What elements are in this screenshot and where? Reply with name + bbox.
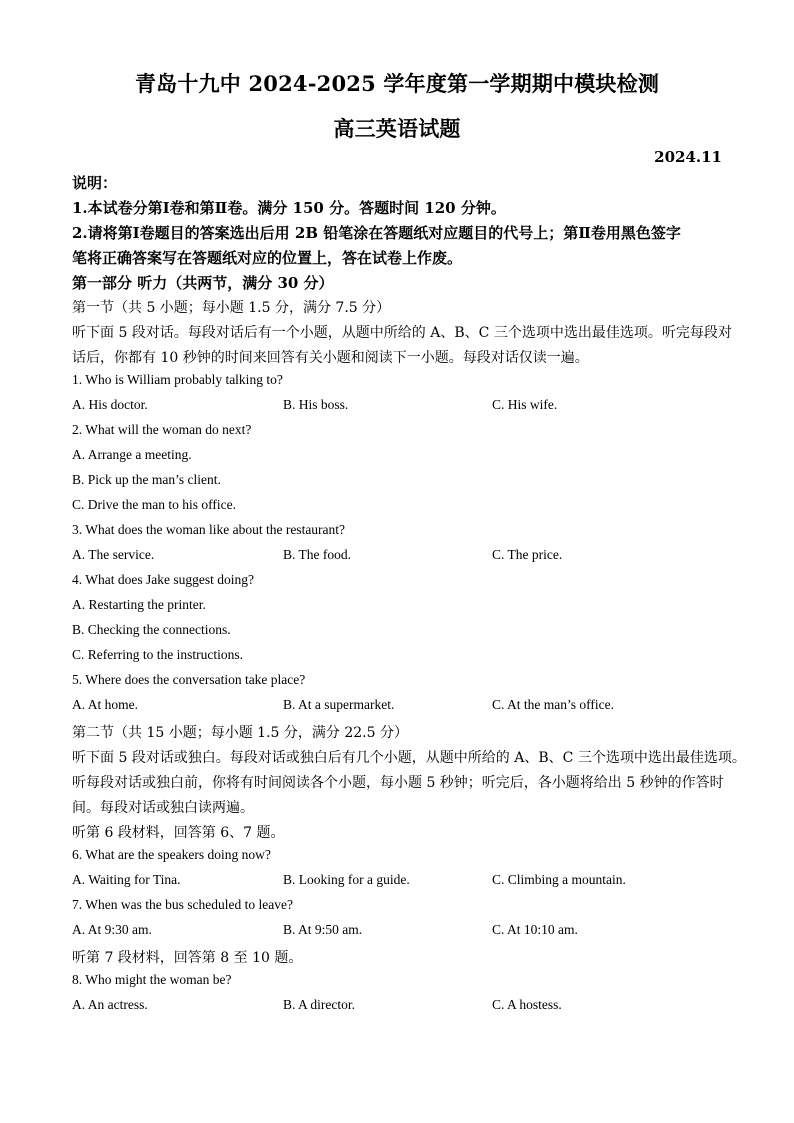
material-6-note: 听第 6 段材料，回答第 6、7 题。 (72, 825, 285, 841)
q3-option-c: C. The price. (492, 547, 563, 562)
section2-heading: 第二节（共 15 小题；每小题 1.5 分，满分 22.5 分） (72, 725, 408, 741)
q7-option-c: C. At 10:10 am. (492, 922, 578, 937)
q1-option-a: A. His doctor. (72, 397, 148, 412)
q6-option-c: C. Climbing a mountain. (492, 872, 626, 887)
q3-option-a: A. The service. (72, 547, 155, 562)
q4-option-b: B. Checking the connections. (72, 622, 231, 637)
question-8: 8. Who might the woman be? (72, 972, 232, 987)
q5-option-a: A. At home. (72, 697, 138, 712)
exam-subtitle: 高三英语试题 (333, 116, 461, 141)
question-4: 4. What does Jake suggest doing? (72, 572, 254, 587)
q5-option-c: C. At the man’s office. (492, 697, 614, 712)
question-7: 7. When was the bus scheduled to leave? (72, 897, 293, 912)
q2-option-c: C. Drive the man to his office. (72, 497, 236, 512)
q1-option-c: C. His wife. (492, 397, 558, 412)
question-1: 1. Who is William probably talking to? (72, 372, 283, 387)
q2-option-a: A. Arrange a meeting. (72, 447, 192, 462)
q3-option-b: B. The food. (283, 547, 351, 562)
instruction-item-2b: 笔将正确答案写在答题纸对应的位置上，答在试卷上作废。 (72, 249, 463, 267)
q6-option-b: B. Looking for a guide. (283, 872, 410, 887)
exam-title: 青岛十九中 2024-2025 学年度第一学期期中模块检测 (134, 71, 660, 96)
q7-option-b: B. At 9:50 am. (283, 922, 363, 937)
instruction-item-2a: 2.请将第Ⅰ卷题目的答案选出后用 2B 铅笔涂在答题纸对应题目的代号上；第Ⅱ卷用黑色签字 (72, 224, 681, 242)
section2-directions-b: 听每段对话或独白前，你将有时间阅读各个小题，每小题 5 秒钟；听完后，各小题将给出 5 秒钟的作答时 (72, 775, 724, 791)
question-3: 3. What does the woman like about the restaurant? (72, 522, 346, 537)
q5-option-b: B. At a supermarket. (283, 697, 395, 712)
q6-option-a: A. Waiting for Tina. (72, 872, 181, 887)
q2-option-b: B. Pick up the man’s client. (72, 472, 221, 487)
section1-directions-a: 听下面 5 段对话。每段对话后有一个小题，从题中所给的 A、B、C 三个选项中选出最佳选项。听完每段对 (72, 325, 732, 341)
question-5: 5. Where does the conversation take place? (72, 672, 306, 687)
q7-option-a: A. At 9:30 am. (72, 922, 152, 937)
instruction-item-1: 1.本试卷分第Ⅰ卷和第Ⅱ卷。满分 150 分。答题时间 120 分钟。 (72, 199, 506, 217)
exam-date: 2024.11 (654, 148, 722, 166)
q8-option-b: B. A director. (283, 997, 355, 1012)
instructions-label: 说明： (72, 174, 118, 192)
section2-directions-a: 听下面 5 段对话或独白。每段对话或独白后有几个小题，从题中所给的 A、B、C 三个选项中选出最佳选项。 (72, 750, 746, 766)
section1-heading: 第一节（共 5 小题；每小题 1.5 分，满分 7.5 分） (72, 300, 391, 316)
question-2: 2. What will the woman do next? (72, 422, 252, 437)
q8-option-c: C. A hostess. (492, 997, 562, 1012)
part1-heading: 第一部分 听力（共两节，满分 30 分） (72, 274, 334, 292)
section1-directions-b: 话后，你都有 10 秒钟的时间来回答有关小题和阅读下一小题。每段对话仅读一遍。 (72, 350, 589, 366)
q4-option-a: A. Restarting the printer. (72, 597, 206, 612)
q1-option-b: B. His boss. (283, 397, 349, 412)
section2-directions-c: 间。每段对话或独白读两遍。 (72, 800, 254, 816)
material-7-note: 听第 7 段材料，回答第 8 至 10 题。 (72, 950, 303, 966)
q4-option-c: C. Referring to the instructions. (72, 647, 243, 662)
question-6: 6. What are the speakers doing now? (72, 847, 271, 862)
q8-option-a: A. An actress. (72, 997, 148, 1012)
